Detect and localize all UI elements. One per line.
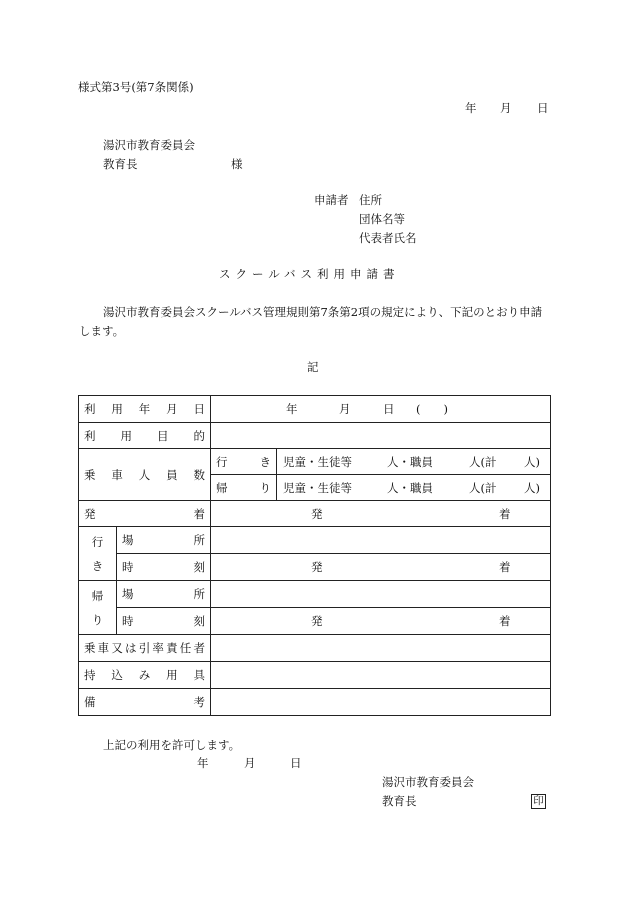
riders-label: 乗車人員数 — [79, 449, 211, 501]
riders-return-total: 人(計 — [469, 481, 497, 495]
dep-arr-label: 発 着 — [79, 501, 211, 527]
remarks-field[interactable] — [211, 689, 551, 716]
applicant-representative: 代表者氏名 — [359, 231, 417, 245]
dep-arr-field[interactable] — [211, 501, 551, 527]
riders-return-staff: 人・職員 — [387, 481, 433, 495]
responsible-label: 乗車又は引率責任者 — [79, 635, 211, 662]
return-place-label: 場所 — [117, 581, 211, 608]
go-vertical-1: 行 — [91, 534, 104, 549]
go-vertical-2: き — [91, 558, 104, 573]
body-text-line-1: 湯沢市教育委員会スクールバス管理規則第7条第2項の規定により、下記のとおり申請 — [103, 305, 543, 319]
items-label: 持込み用具 — [79, 662, 211, 689]
return-time-field[interactable] — [211, 608, 551, 635]
dep-arr-arr: 着 — [499, 507, 511, 521]
riders-return-label: 帰 り — [211, 475, 277, 501]
riders-return-field[interactable] — [277, 475, 551, 501]
return-time-label: 時刻 — [117, 608, 211, 635]
purpose-field[interactable] — [211, 423, 551, 449]
items-field[interactable] — [211, 662, 551, 689]
return-time-dep: 発 — [311, 614, 323, 628]
row-return-time — [79, 608, 551, 635]
applicant-address: 住所 — [359, 193, 382, 207]
applicant-label: 申請者 — [314, 193, 349, 207]
purpose-label: 利用目的 — [79, 423, 211, 449]
application-table — [78, 395, 551, 716]
riders-go-field[interactable] — [277, 449, 551, 475]
approval-day: 日 — [290, 756, 302, 770]
return-place-field[interactable] — [211, 581, 551, 608]
usage-date-field[interactable] — [211, 396, 551, 423]
go-time-field[interactable] — [211, 554, 551, 581]
applicant-group: 団体名等 — [359, 212, 405, 226]
riders-return-students: 児童・生徒等 — [283, 481, 352, 495]
addressee-org: 湯沢市教育委員会 — [103, 138, 195, 152]
approval-year: 年 — [197, 756, 209, 770]
riders-go-staff: 人・職員 — [387, 455, 433, 469]
addressee-title: 教育長 — [103, 157, 138, 171]
ki-heading: 記 — [307, 360, 319, 374]
row-return-place — [79, 581, 551, 608]
riders-go-label: 行 き — [211, 449, 277, 475]
return-vertical-label — [79, 581, 117, 635]
row-purpose — [79, 423, 551, 449]
go-place-field[interactable] — [211, 527, 551, 554]
responsible-field[interactable] — [211, 635, 551, 662]
usage-date-month: 月 — [339, 402, 351, 416]
row-go-time — [79, 554, 551, 581]
approval-org: 湯沢市教育委員会 — [382, 775, 474, 789]
row-responsible — [79, 635, 551, 662]
addressee-honorific: 様 — [231, 157, 243, 171]
riders-go-end: 人) — [524, 455, 540, 469]
go-time-label: 時刻 — [117, 554, 211, 581]
return-time-arr: 着 — [499, 614, 511, 628]
go-place-label: 場所 — [117, 527, 211, 554]
approval-text: 上記の利用を許可します。 — [103, 738, 241, 752]
go-vertical-label — [79, 527, 117, 581]
riders-go-students: 児童・生徒等 — [283, 455, 352, 469]
approval-title: 教育長 — [382, 794, 417, 808]
form-number: 様式第3号(第7条関係) — [78, 80, 194, 94]
row-riders-go — [79, 449, 551, 475]
row-remarks — [79, 689, 551, 716]
header-date-month: 月 — [500, 101, 512, 115]
dep-arr-dep: 発 — [311, 507, 323, 521]
usage-date-year: 年 — [286, 402, 298, 416]
seal-text: 印 — [531, 794, 546, 809]
seal-mark — [531, 793, 546, 809]
return-vertical-1: 帰 — [91, 588, 104, 603]
row-dep-arr — [79, 501, 551, 527]
body-text-line-2: します。 — [79, 324, 125, 338]
go-time-dep: 発 — [311, 560, 323, 574]
document-title: スクールバス利用申請書 — [219, 267, 400, 281]
return-vertical-2: り — [91, 612, 104, 627]
row-usage-date — [79, 396, 551, 423]
remarks-label: 備考 — [79, 689, 211, 716]
header-date-day: 日 — [537, 101, 549, 115]
riders-go-total: 人(計 — [469, 455, 497, 469]
row-go-place — [79, 527, 551, 554]
usage-date-day: 日 — [383, 402, 395, 416]
usage-date-weekday: ( ) — [416, 402, 448, 416]
go-time-arr: 着 — [499, 560, 511, 574]
row-items — [79, 662, 551, 689]
header-date-year: 年 — [465, 101, 477, 115]
riders-return-end: 人) — [524, 481, 540, 495]
approval-month: 月 — [244, 756, 256, 770]
usage-date-label: 利用年月日 — [79, 396, 211, 423]
